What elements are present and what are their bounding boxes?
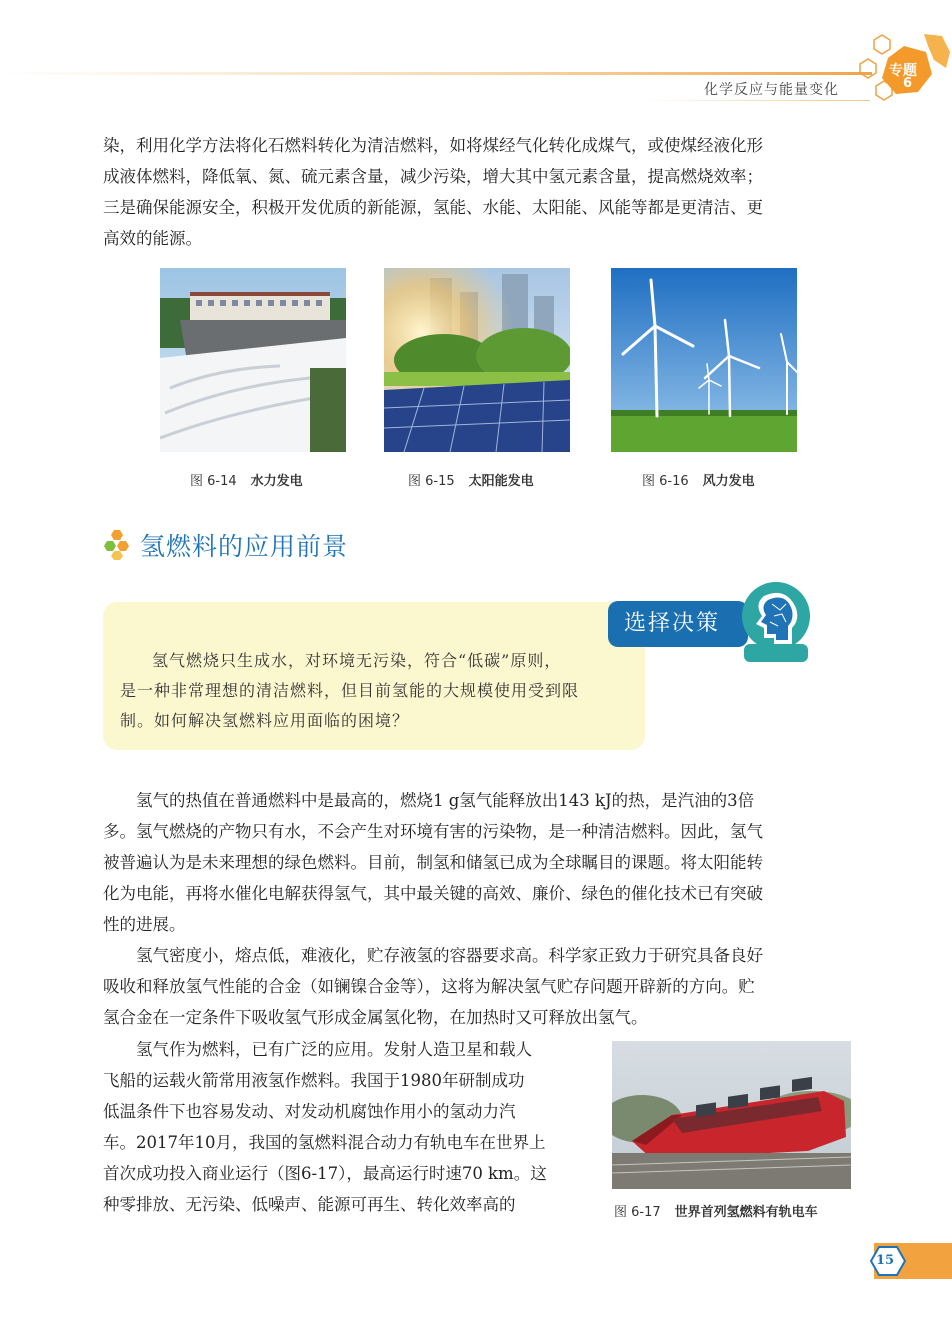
intro-line: 高效的能源。 [103, 229, 202, 248]
callout-line: 制。如何解决氢燃料应用面临的困境？ [120, 711, 410, 730]
body-paragraph-2 [103, 940, 853, 1033]
hydro-power-photo [160, 268, 346, 452]
callout-line: 氢气燃烧只生成水，对环境无污染，符合“低碳”原则， [152, 651, 562, 670]
figure-label: 图 6-15 [408, 474, 455, 489]
body-line: 种零排放、无污染、低噪声、能源可再生、转化效率高的 [103, 1195, 516, 1214]
intro-line: 染，利用化学方法将化石燃料转化为清洁燃料，如将煤经气化转化成煤气，或使煤经液化形 [103, 136, 763, 155]
figure-title: 风力发电 [702, 474, 755, 489]
figure-label: 图 6-14 [190, 474, 237, 489]
body-line: 氢合金在一定条件下吸收氢气形成金属氢化物，在加热时又可释放出氢气。 [103, 1008, 648, 1027]
body-line: 低温条件下也容易发动、对发动机腐蚀作用小的氢动力汽 [103, 1102, 516, 1121]
solar-power-photo [384, 268, 570, 452]
body-line: 多。氢气燃烧的产物只有水，不会产生对环境有害的污染物，是一种清洁燃料。因此，氢气 [103, 822, 763, 841]
body-line: 性的进展。 [103, 915, 186, 934]
figure-caption-hydro [190, 470, 303, 489]
decision-badge: 选择决策 [608, 601, 748, 647]
body-line: 氢气作为燃料，已有广泛的应用。发射人造卫星和载人 [136, 1040, 532, 1059]
chapter-badge-label: 专题 [889, 63, 917, 79]
body-line: 吸收和释放氢气性能的合金（如镧镍合金等），这将为解决氢气贮存问题开辟新的方向。贮 [103, 977, 755, 996]
body-line: 车。2017年10月，我国的氢燃料混合动力有轨电车在世界上 [103, 1133, 546, 1152]
head-profile-icon [734, 580, 816, 668]
figure-title: 太阳能发电 [468, 474, 534, 489]
intro-line: 三是确保能源安全，积极开发优质的新能源，氢能、水能、太阳能、风能等都是更清洁、更 [103, 198, 763, 217]
body-paragraph-3 [103, 1034, 600, 1220]
hydrogen-tram-photo [612, 1041, 851, 1189]
intro-line: 成液体燃料，降低氧、氮、硫元素含量，减少污染，增大其中氢元素含量，提高燃烧效率； [103, 167, 763, 186]
wind-power-photo [611, 268, 797, 452]
body-line: 飞船的运载火箭常用液氢作燃料。我国于1980年研制成功 [103, 1071, 525, 1090]
body-line: 首次成功投入商业运行（图6-17），最高运行时速70 km。这 [103, 1164, 547, 1183]
chapter-badge-number: 6 [903, 76, 913, 91]
page-number: 15 [876, 1253, 895, 1268]
intro-paragraph [103, 130, 853, 254]
section-hexagon-icon [104, 528, 136, 560]
figure-caption-solar [408, 470, 534, 489]
decision-callout-text [120, 646, 625, 736]
figure-label: 图 6-17 [614, 1205, 661, 1220]
section-title: 氢燃料的应用前景 [140, 532, 349, 561]
header-rule [0, 72, 872, 75]
figure-title: 水力发电 [250, 474, 303, 489]
figure-caption-wind [642, 470, 755, 489]
figure-label: 图 6-16 [642, 474, 689, 489]
header-subrule [640, 100, 870, 101]
chapter-title: 化学反应与能量变化 [704, 82, 839, 98]
body-line: 氢气密度小，熔点低，难液化，贮存液氢的容器要求高。科学家正致力于研究具备良好 [136, 946, 763, 965]
body-paragraph-1 [103, 785, 853, 940]
figure-caption-tram [614, 1201, 818, 1220]
body-line: 被普遍认为是未来理想的绿色燃料。目前，制氢和储氢已成为全球瞩目的课题。将太阳能转 [103, 853, 763, 872]
body-line: 氢气的热值在普通燃料中是最高的，燃烧1 g氢气能释放出143 kJ的热，是汽油的3倍 [136, 791, 755, 810]
figure-title: 世界首列氢燃料有轨电车 [674, 1205, 818, 1220]
body-line: 化为电能，再将水催化电解获得氢气，其中最关键的高效、廉价、绿色的催化技术已有突破 [103, 884, 763, 903]
callout-line: 是一种非常理想的清洁燃料，但目前氢能的大规模使用受到限 [120, 681, 580, 700]
